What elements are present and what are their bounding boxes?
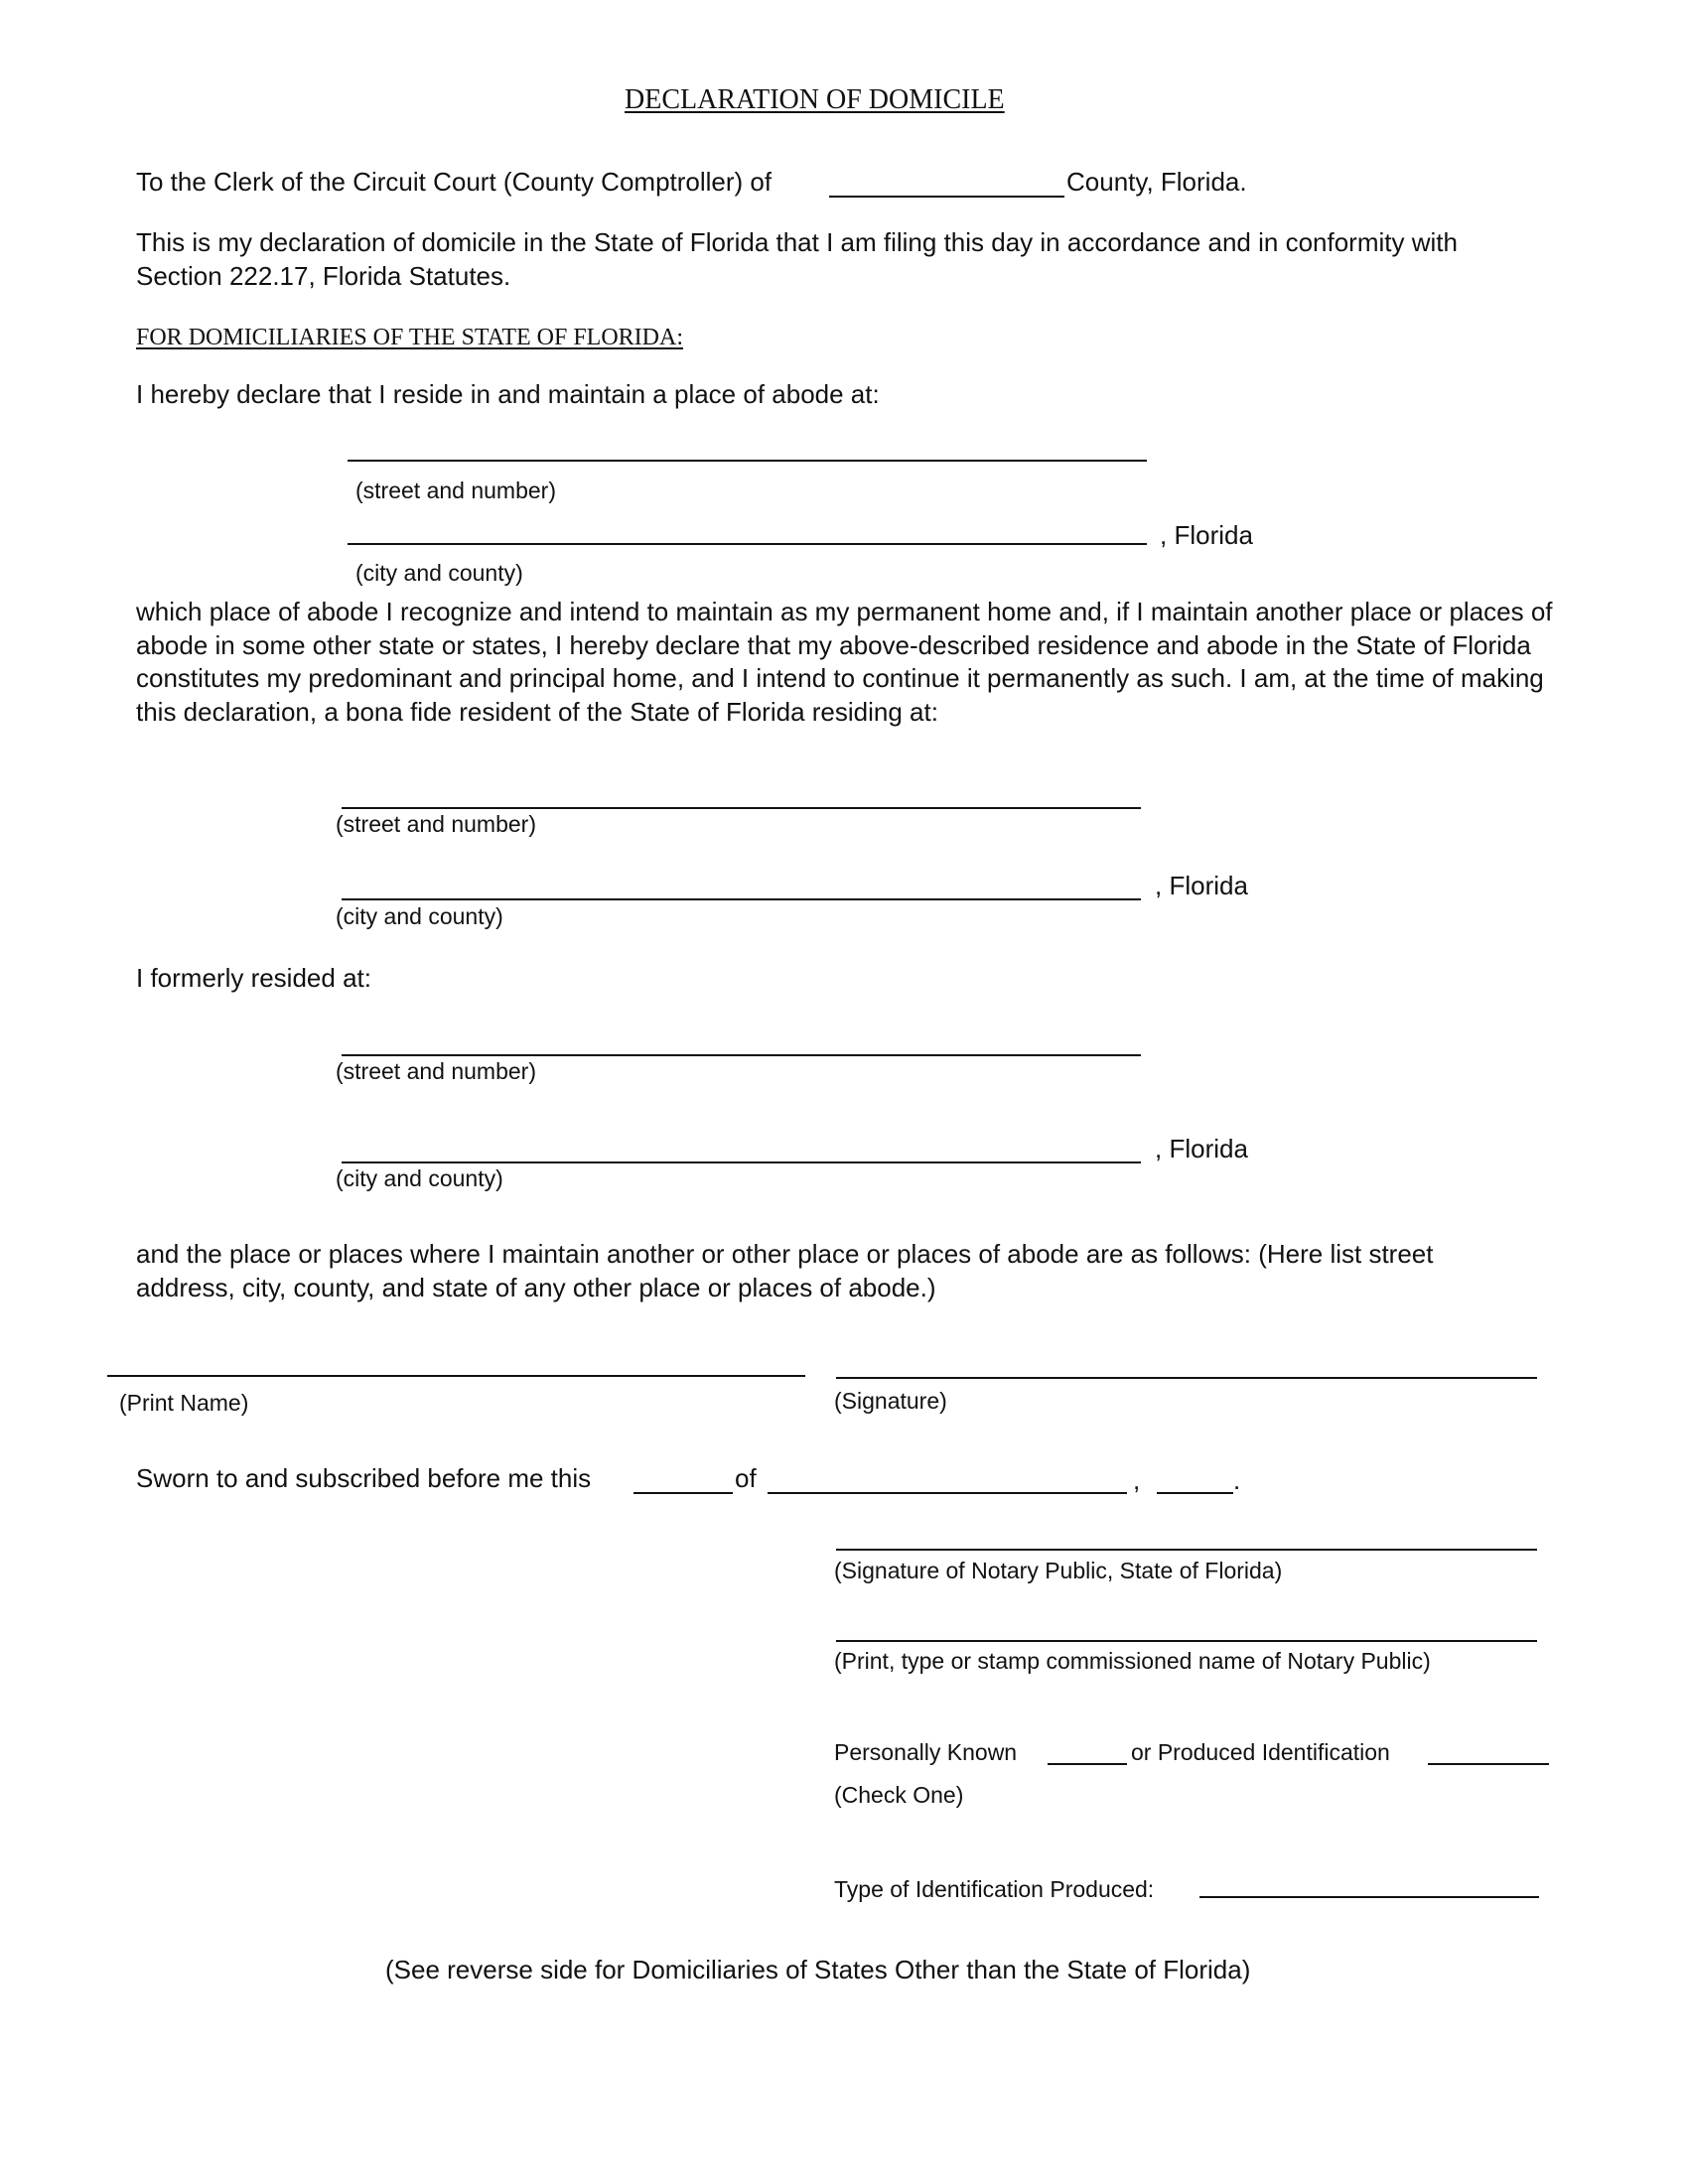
former-street-label: (street and number)	[336, 1058, 536, 1084]
residing-street-label: (street and number)	[336, 811, 536, 837]
sworn-text: Sworn to and subscribed before me this	[136, 1463, 592, 1493]
former-florida-label: , Florida	[1155, 1134, 1248, 1163]
notary-signature-label: (Signature of Notary Public, State of Florida)	[834, 1558, 1283, 1583]
body-paragraph: which place of abode I recognize and intend to maintain as my permanent home and, if I maintain another place or places of abode in some other state or states, I hereby declare that my above-described residence and abode in the State of Florida constitutes my predominant and principal home, and I intend to continue it permanently as such. I am, at the time of making this declaration, a bona fide resident of the State of Florida residing at:	[136, 597, 1553, 727]
personally-known-label: Personally Known	[834, 1739, 1018, 1765]
clerk-suffix: County, Florida.	[1066, 167, 1247, 197]
id-type-field[interactable]	[1199, 1896, 1539, 1898]
sworn-month-field[interactable]	[768, 1492, 1127, 1494]
sworn-period: .	[1233, 1465, 1241, 1495]
produced-id-field[interactable]	[1428, 1763, 1549, 1765]
print-name-label: (Print Name)	[119, 1390, 249, 1416]
abode-street-label: (street and number)	[355, 478, 556, 503]
print-name-field[interactable]	[107, 1375, 805, 1377]
abode-street-field[interactable]	[348, 460, 1147, 462]
sworn-day-field[interactable]	[633, 1492, 733, 1494]
clerk-text: To the Clerk of the Circuit Court (County Comptroller) of	[136, 167, 773, 197]
abode-florida-label: , Florida	[1160, 520, 1253, 550]
county-field[interactable]	[829, 196, 1064, 198]
signature-field[interactable]	[836, 1377, 1537, 1379]
residing-city-field[interactable]	[342, 898, 1141, 900]
abode-city-label: (city and county)	[355, 560, 523, 586]
section-heading: FOR DOMICILIARIES OF THE STATE OF FLORIDA:	[136, 325, 684, 350]
residing-florida-label: , Florida	[1155, 871, 1248, 900]
signature-label: (Signature)	[834, 1388, 947, 1414]
notary-name-field[interactable]	[836, 1640, 1537, 1642]
id-type-label: Type of Identification Produced:	[834, 1876, 1155, 1902]
sworn-year-field[interactable]	[1157, 1492, 1233, 1494]
personally-known-field[interactable]	[1048, 1763, 1127, 1765]
check-one-label: (Check One)	[834, 1782, 964, 1808]
reside-statement: I hereby declare that I reside in and maintain a place of abode at:	[136, 379, 880, 409]
notary-signature-field[interactable]	[836, 1549, 1537, 1551]
formerly-text: I formerly resided at:	[136, 963, 371, 993]
sworn-of: of	[735, 1463, 757, 1493]
residing-city-label: (city and county)	[336, 903, 503, 929]
reverse-side-note: (See reverse side for Domiciliaries of States Other than the State of Florida)	[385, 1955, 1251, 1984]
other-places-text: and the place or places where I maintain another or other place or places of abode are as follows: (Here list street address, city, county, and state of any other place or places of abode.)	[136, 1239, 1434, 1302]
notary-name-label: (Print, type or stamp commissioned name of Notary Public)	[834, 1648, 1431, 1674]
former-city-label: (city and county)	[336, 1165, 503, 1191]
produced-id-label: or Produced Identification	[1131, 1739, 1390, 1765]
page-title: DECLARATION OF DOMICILE	[625, 84, 1005, 115]
abode-city-field[interactable]	[348, 543, 1147, 545]
sworn-comma: ,	[1133, 1465, 1141, 1495]
declaration-text: This is my declaration of domicile in the State of Florida that I am filing this day in accordance and in conformity with Section 222.17, Florida Statutes.	[136, 227, 1458, 291]
